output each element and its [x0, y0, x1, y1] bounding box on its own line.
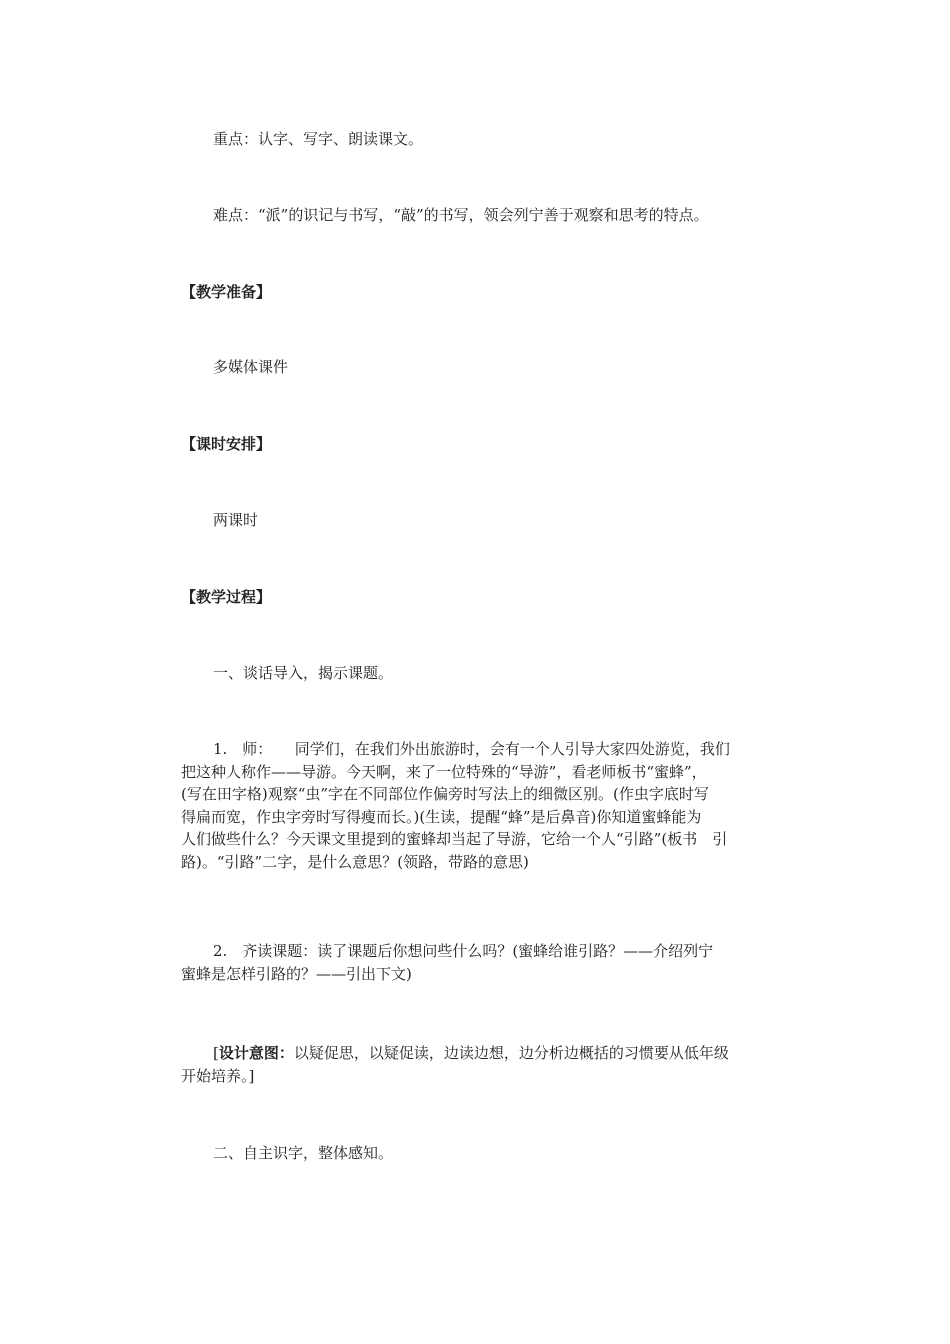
step2-line: 蜜蜂是怎样引路的？——引出下文)	[181, 964, 412, 983]
step1-line: 路)。“引路”二字，是什么意思？(领路，带路的意思)	[181, 852, 529, 871]
schedule-text: 两课时	[213, 511, 259, 529]
step1-line: 1. 师： 同学们，在我们外出旅游时，会有一个人引导大家四处游览，我们	[213, 740, 730, 758]
step1-line: (写在田字格)观察“虫”字在不同部位作偏旁时写法上的细微区别。(作虫字底时写	[181, 785, 709, 803]
preparation-text: 多媒体课件	[213, 358, 289, 376]
step2-line: 2. 齐读课题：读了课题后你想问些什么吗？(蜜蜂给谁引路？——介绍列宁	[213, 942, 714, 960]
design-intent-line1	[181, 1042, 801, 1065]
design-intent-text: 以疑促思，以疑促读，边读边想，边分析边概括的习惯要从低年级	[293, 1044, 729, 1062]
key-points-text: 重点：认字、写字、朗读课文。	[213, 130, 424, 148]
part1-title: 一、谈话导入，揭示课题。	[213, 664, 394, 682]
step1-line: 人们做些什么？今天课文里提到的蜜蜂却当起了导游，它给一个人“引路”(板书 引	[181, 830, 728, 848]
design-intent-line2: 开始培养。]	[181, 1066, 255, 1085]
part2-title: 二、自主识字，整体感知。	[213, 1144, 394, 1162]
step1-paragraph	[181, 738, 801, 873]
preparation-heading: 【教学准备】	[181, 283, 272, 301]
design-intent-label: 设计意图：	[218, 1044, 294, 1062]
step1-line: 把这种人称作——导游。今天啊，来了一位特殊的“导游”，看老师板书“蜜蜂”，	[181, 762, 707, 781]
process-heading: 【教学过程】	[181, 588, 272, 606]
difficult-points-text: 难点：“派”的识记与书写，“敲”的书写，领会列宁善于观察和思考的特点。	[213, 206, 709, 224]
step1-line: 得扁而宽，作虫字旁时写得瘦而长。)(生读，提醒“蜂”是后鼻音)你知道蜜蜂能为	[181, 807, 702, 826]
step2-paragraph	[181, 940, 801, 985]
design-intent-paragraph	[181, 1042, 801, 1087]
design-intent-bracket: [	[213, 1044, 219, 1062]
schedule-heading: 【课时安排】	[181, 435, 272, 453]
